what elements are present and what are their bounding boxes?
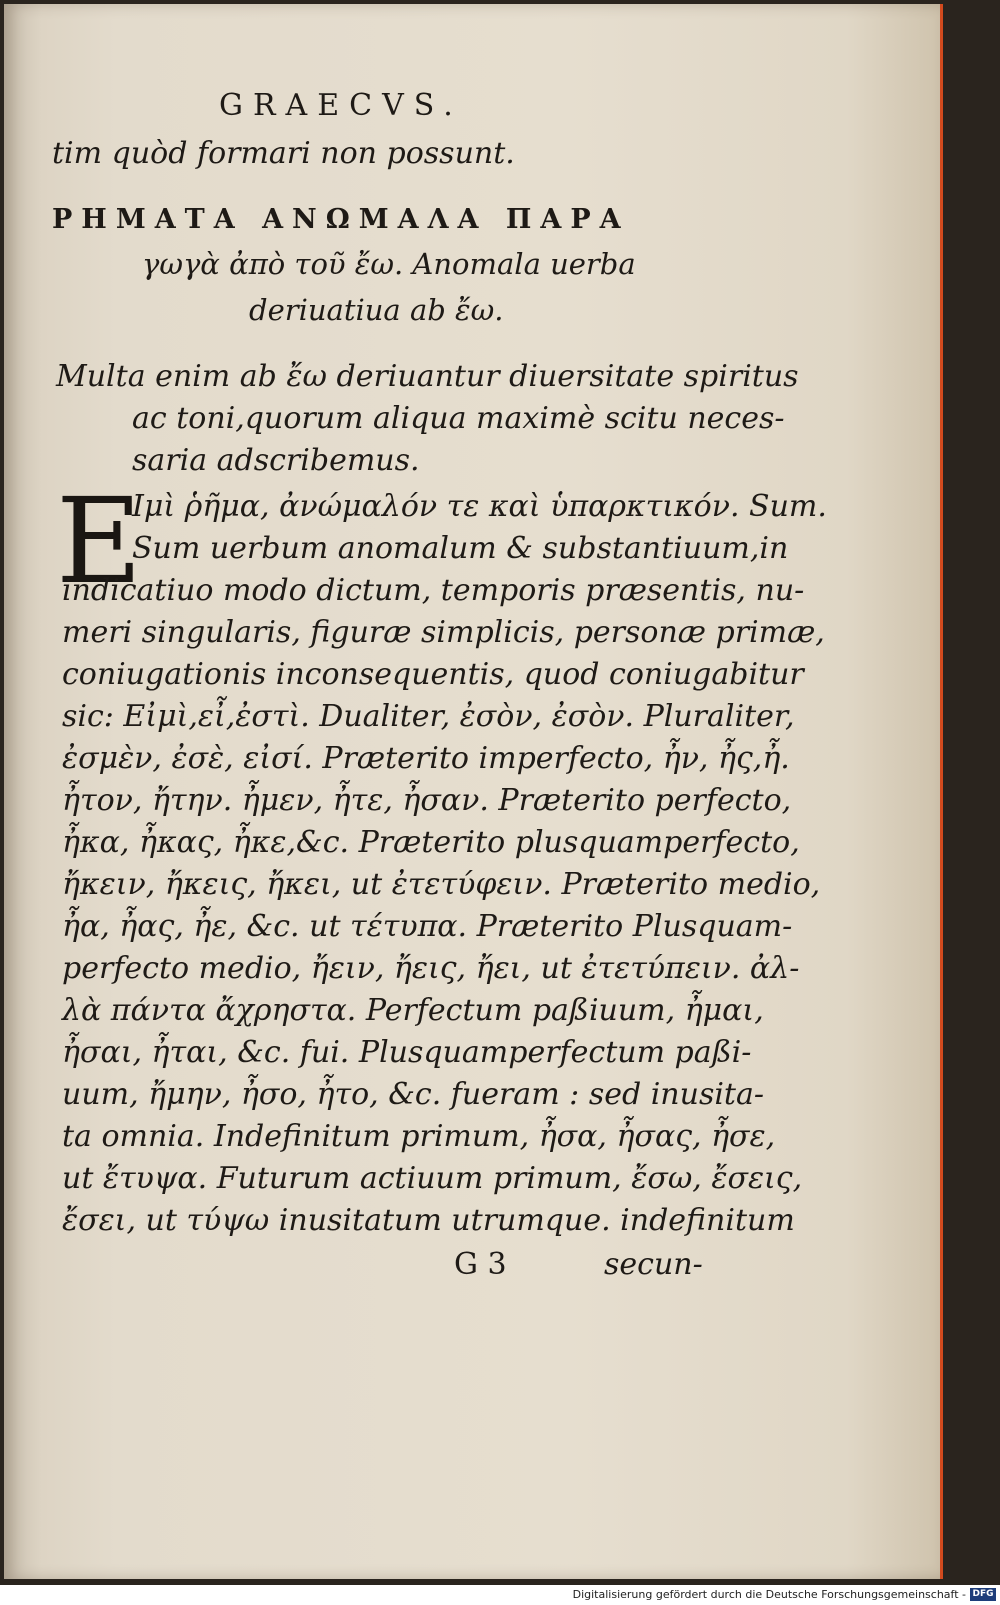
text-line-15: ἦτον, ἤτην. ἦμεν, ἦτε, ἦσαν. Præterito perfecto, bbox=[62, 783, 792, 818]
drop-capital: E bbox=[56, 472, 143, 610]
text-line-18: ἦα, ἦας, ἦε, &c. ut τέτυπα. Præterito Plusquam- bbox=[62, 909, 793, 944]
signature-mark: G 3 bbox=[454, 1247, 507, 1282]
text-line-13: sic: Εἰμὶ,εἶ,ἐστὶ. Dualiter, ἐσὸν, ἐσὸν. Pluraliter, bbox=[62, 699, 795, 734]
text-line-17: ἤκειν, ἤκεις, ἤκει, ut ἐτετύφειν. Præterito medio, bbox=[62, 867, 821, 902]
text-line-22: uum, ἤμην, ἦσο, ἦτο, &c. fueram : sed inusita- bbox=[62, 1077, 765, 1112]
text-line-7: saria adscribemus. bbox=[132, 443, 420, 478]
text-line-14: ἐσμὲν, ἐσὲ, εἰσί. Præterito imperfecto, ἦν, ἦς,ἦ. bbox=[62, 741, 790, 776]
text-line-25: ἔσει, ut τύψω inusitatum utrumque. indefinitum bbox=[62, 1203, 795, 1238]
text-line-5: Multa enim ab ἔω deriuantur diuersitate spiritus bbox=[56, 359, 799, 394]
section-heading-line-3: deriuatiua ab ἔω. bbox=[249, 293, 504, 327]
text-line-20: λὰ πάντα ἄχρηστα. Perfectum paßiuum, ἦμαι, bbox=[62, 993, 764, 1028]
text-line-1: tim quòd formari non possunt. bbox=[52, 136, 515, 171]
text-line-23: ta omnia. Indefinitum primum, ἦσα, ἦσας, ἦσε, bbox=[62, 1119, 776, 1154]
section-heading-greek: ΡΗΜΑΤΑ ΑΝΩΜΑΛΑ ΠΑΡΑ bbox=[52, 204, 630, 235]
text-line-12: coniugationis inconsequentis, quod coniugabitur bbox=[62, 657, 804, 692]
text-line-16: ἦκα, ἦκας, ἦκε,&c. Præterito plusquamperfecto, bbox=[62, 825, 800, 860]
text-line-10: indicatiuo modo dictum, temporis præsentis, nu- bbox=[62, 573, 805, 608]
text-line-6: ac toni,quorum aliqua maximè scitu neces- bbox=[132, 401, 785, 436]
dfg-logo: DFG bbox=[970, 1588, 996, 1601]
running-head: GRAECVS. bbox=[219, 88, 463, 123]
digitization-footer bbox=[0, 1585, 1000, 1605]
book-page bbox=[4, 4, 943, 1579]
section-heading-line-2: γωγὰ ἀπὸ τοῦ ἔω. Anomala uerba bbox=[142, 247, 636, 281]
text-line-11: meri singularis, figuræ simplicis, personæ primæ, bbox=[62, 615, 825, 650]
text-line-21: ἦσαι, ἦται, &c. fui. Plusquamperfectum paßi- bbox=[62, 1035, 752, 1070]
catchword: secun- bbox=[604, 1247, 703, 1282]
text-line-19: perfecto medio, ἤειν, ἤεις, ἤει, ut ἐτετύπειν. ἀλ- bbox=[62, 951, 800, 986]
text-line-24: ut ἔτυψα. Futurum actiuum primum, ἔσω, ἔσεις, bbox=[62, 1161, 803, 1196]
footer-credit: Digitalisierung gefördert durch die Deutsche Forschungsgemeinschaft - bbox=[572, 1588, 966, 1601]
text-line-9: Sum uerbum anomalum & substantiuum,in bbox=[132, 531, 789, 566]
text-line-8: Ιμὶ ῥῆμα, ἀνώμαλόν τε καὶ ὑπαρκτικόν. Sum. bbox=[132, 489, 827, 524]
